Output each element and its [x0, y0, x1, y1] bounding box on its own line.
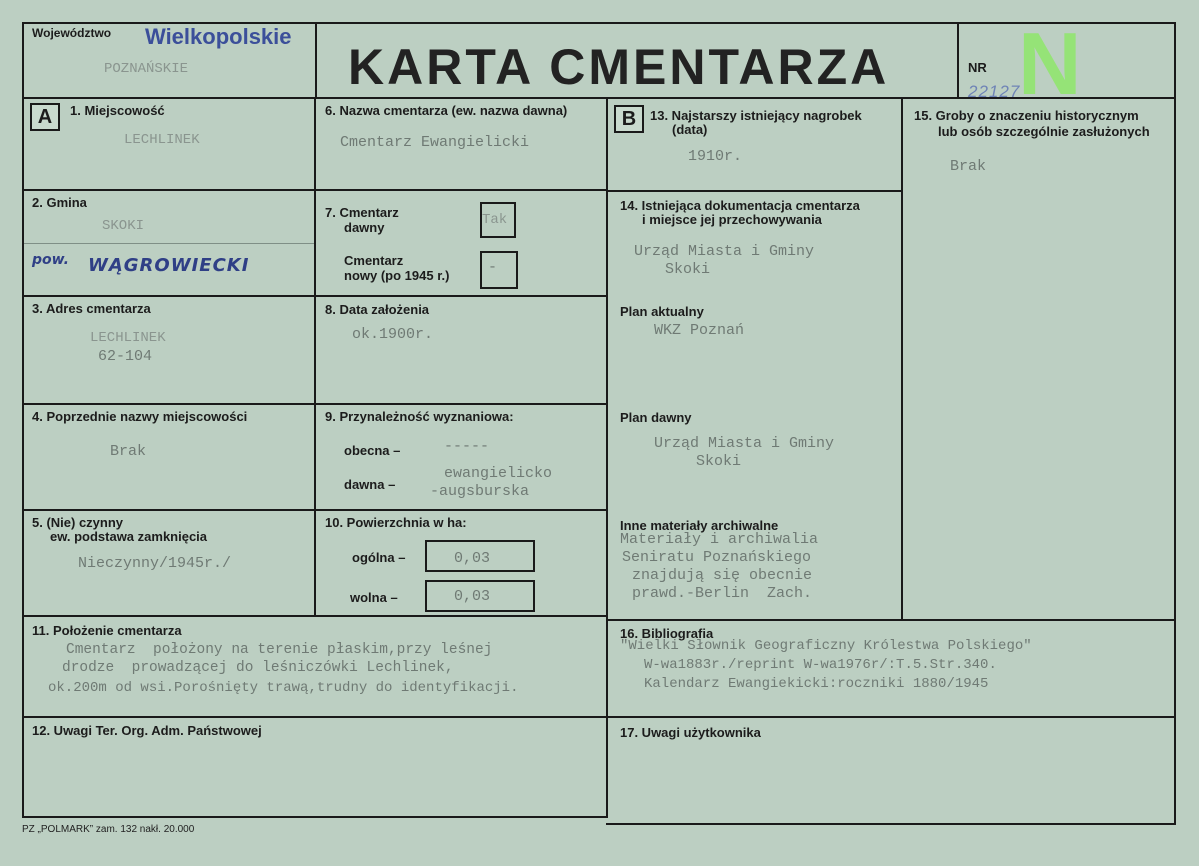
header-divider-left [315, 22, 317, 99]
f13-label-1: 13. Najstarszy istniejący nagrobek [650, 108, 862, 123]
f6-label: 6. Nazwa cmentarza (ew. nazwa dawna) [325, 103, 568, 118]
f10-wolna-value: 0,03 [454, 588, 491, 605]
row-line-3 [22, 403, 608, 405]
column-line-3 [901, 97, 903, 621]
f7-label-4: nowy (po 1945 r.) [344, 268, 450, 283]
section-b-box: B [614, 105, 644, 133]
f7-nowy-box [480, 251, 518, 289]
row-line-2 [22, 295, 608, 297]
f4-label: 4. Poprzednie nazwy miejscowości [32, 409, 248, 424]
inne-value-1: Materiały i archiwalia [620, 531, 819, 548]
f9-label: 9. Przynależność wyznaniowa: [325, 409, 514, 424]
f17-label: 17. Uwagi użytkownika [620, 725, 761, 740]
wojewodztwo-stamp: Wielkopolskie [145, 24, 292, 49]
f10-wolna-label: wolna – [350, 590, 398, 605]
f9-obecna-label: obecna – [344, 443, 401, 458]
f15-label-1: 15. Groby o znaczeniu historycznym [914, 108, 1139, 123]
f16-label: 16. Bibliografia [620, 626, 714, 641]
nr-value: 22127 [968, 82, 1021, 101]
plan-dawny-value-2: Skoki [696, 453, 742, 470]
f15-label-2: lub osób szczególnie zasłużonych [938, 124, 1150, 139]
green-corner-mark: N [1018, 14, 1082, 113]
f7-dawny-value: Tak [482, 212, 508, 228]
f7-label-2: dawny [344, 220, 385, 235]
f9-dawna-label: dawna – [344, 477, 396, 492]
f14-value-2: Skoki [665, 261, 711, 278]
inne-value-4: prawd.-Berlin Zach. [632, 585, 813, 602]
f11-value-2: drodze prowadzącej do leśniczówki Lechlinek, [62, 660, 454, 676]
f5-label-2: ew. podstawa zamknięcia [50, 529, 208, 544]
wojewodztwo-typed: POZNAŃSKIE [104, 61, 189, 77]
f9-dawna-value-2: -augsburska [430, 483, 530, 500]
f16-value-2: W-wa1883r./reprint W-wa1976r/:T.5.Str.340. [644, 657, 997, 673]
f15-value: Brak [950, 158, 987, 175]
f2-pow: pow. [32, 252, 69, 268]
border-right [1174, 22, 1176, 825]
row-line-5 [22, 615, 608, 617]
f2-handwritten: WĄGROWIECKI [88, 255, 250, 276]
f9-obecna-value: ----- [444, 438, 490, 455]
f9-dawna-value-1: ewangielicko [444, 465, 553, 482]
f14-label-1: 14. Istniejąca dokumentacja cmentarza [620, 198, 860, 213]
f13-label-2: (data) [672, 122, 708, 137]
f13-value: 1910r. [688, 148, 743, 165]
row-line-1 [22, 189, 608, 191]
gmina-subline [24, 243, 314, 244]
f16-value-1: "Wielki Słownik Geograficzny Królestwa Polskiego" [620, 638, 1032, 654]
f2-value: SKOKI [102, 218, 145, 234]
f3-value-2: 62-104 [98, 348, 153, 365]
inne-value-2: Seniratu Poznańskiego [622, 549, 812, 566]
column-line-2 [606, 97, 608, 817]
row-line-7 [22, 816, 608, 818]
f6-value: Cmentarz Ewangielicki [340, 134, 530, 151]
f16-value-3: Kalendarz Ewangiekicki:roczniki 1880/1945 [644, 676, 989, 692]
plan-dawny-value-1: Urząd Miasta i Gminy [654, 435, 835, 452]
f1-value: LECHLINEK [124, 132, 200, 148]
row-line-7b [606, 823, 1176, 825]
f8-value: ok.1900r. [352, 326, 434, 343]
plan-aktualny-value: WKZ Poznań [654, 322, 745, 339]
card-title: KARTA CMENTARZA [348, 39, 890, 95]
f10-ogolna-label: ogólna – [352, 550, 406, 565]
plan-dawny-label: Plan dawny [620, 410, 692, 425]
f7-nowy-value: - [488, 259, 498, 276]
f7-label-3: Cmentarz [344, 253, 404, 268]
f14-value-1: Urząd Miasta i Gminy [634, 243, 815, 260]
f5-value: Nieczynny/1945r./ [78, 555, 232, 572]
wojewodztwo-label: Województwo [32, 26, 112, 40]
f11-label: 11. Położenie cmentarza [32, 623, 182, 638]
f14-label-2: i miejsce jej przechowywania [642, 212, 822, 227]
row-line-4 [22, 509, 608, 511]
f1-label: 1. Miejscowość [70, 103, 165, 118]
f2-label: 2. Gmina [32, 195, 87, 210]
section-a-box: A [30, 103, 60, 131]
inne-value-3: znajdują się obecnie [632, 567, 813, 584]
f11-value-1: Cmentarz położony na terenie płaskim,przy leśnej [66, 642, 493, 658]
f10-ogolna-value: 0,03 [454, 550, 491, 567]
column-line-1 [314, 97, 316, 617]
border-left [22, 22, 24, 818]
header-divider-right [957, 22, 959, 99]
nr-label: NR [968, 60, 987, 75]
row-line-5b [606, 619, 1176, 621]
row-line-6 [22, 716, 1176, 718]
print-footer: PZ „POLMARK” zam. 132 nakł. 20.000 [22, 824, 195, 835]
f7-label-1: 7. Cmentarz [325, 205, 399, 220]
inne-materialy-label: Inne materiały archiwalne [620, 518, 779, 533]
f11-value-3: ok.200m od wsi.Porośnięty trawą,trudny do identyfikacji. [48, 680, 519, 696]
f8-label: 8. Data założenia [325, 302, 430, 317]
plan-aktualny-label: Plan aktualny [620, 304, 704, 319]
row-line-1b [606, 190, 902, 192]
f3-label: 3. Adres cmentarza [32, 301, 151, 316]
f3-value-1: LECHLINEK [90, 330, 166, 346]
f10-label: 10. Powierzchnia w ha: [325, 515, 467, 530]
f5-label-1: 5. (Nie) czynny [32, 515, 124, 530]
f12-label: 12. Uwagi Ter. Org. Adm. Państwowej [32, 723, 262, 738]
f4-value: Brak [110, 443, 147, 460]
